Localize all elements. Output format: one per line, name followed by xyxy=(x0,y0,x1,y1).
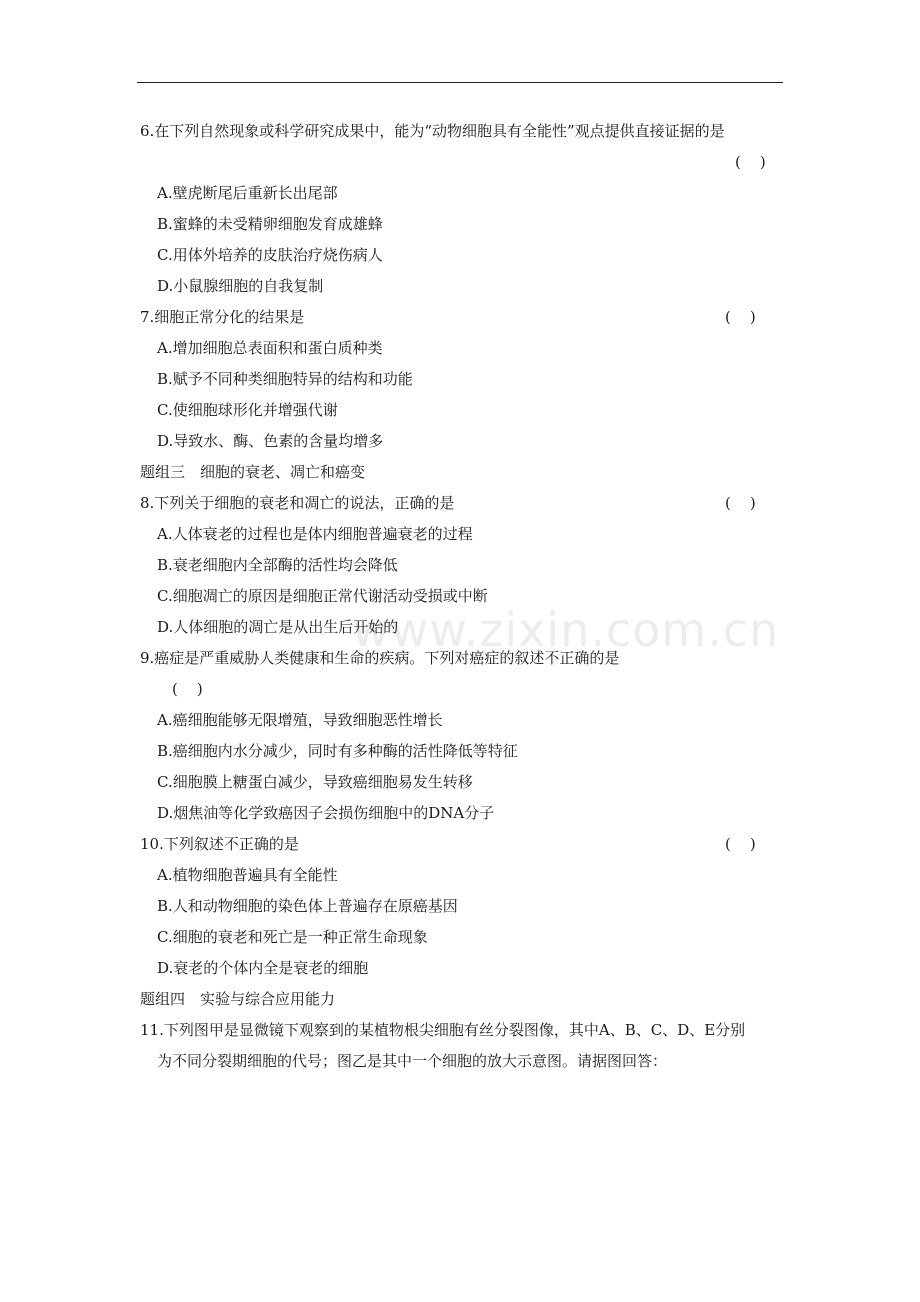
question-6-option-c: C.用体外培养的皮肤治疗烧伤病人 xyxy=(157,246,383,264)
watermark: www.zixin.com.cn xyxy=(352,603,780,657)
question-10-option-c: C.细胞的衰老和死亡是一种正常生命现象 xyxy=(157,928,428,946)
question-6-option-d: D.小鼠腺细胞的自我复制 xyxy=(157,277,324,295)
question-11-stem-line-2: 为不同分裂期细胞的代号；图乙是其中一个细胞的放大示意图。请据图回答： xyxy=(157,1052,668,1070)
question-8-answer-blank: ( ) xyxy=(725,494,756,512)
section-4-heading: 题组四 实验与综合应用能力 xyxy=(140,990,336,1008)
question-9-option-c: C.细胞膜上糖蛋白减少，导致癌细胞易发生转移 xyxy=(157,773,473,791)
question-11-stem-line-1: 11.下列图甲是显微镜下观察到的某植物根尖细胞有丝分裂图像，其中A、B、C、D、E分别 xyxy=(140,1021,746,1039)
question-6-option-a: A.壁虎断尾后重新长出尾部 xyxy=(157,184,338,202)
question-9-option-b: B.癌细胞内水分减少，同时有多种酶的活性降低等特征 xyxy=(157,742,518,760)
question-9-option-d: D.烟焦油等化学致癌因子会损伤细胞中的DNA分子 xyxy=(157,804,495,822)
question-7-option-b: B.赋予不同种类细胞特异的结构和功能 xyxy=(157,370,413,388)
question-10-stem: 10.下列叙述不正确的是 xyxy=(140,835,299,853)
question-7-stem: 7.细胞正常分化的结果是 xyxy=(140,308,305,326)
question-9-answer-blank: ( ) xyxy=(172,680,203,698)
question-7-option-d: D.导致水、酶、色素的含量均增多 xyxy=(157,432,384,450)
header-rule xyxy=(137,82,783,83)
question-10-option-d: D.衰老的个体内全是衰老的细胞 xyxy=(157,959,369,977)
question-7-option-a: A.增加细胞总表面积和蛋白质种类 xyxy=(157,339,383,357)
question-8-option-c: C.细胞凋亡的原因是细胞正常代谢活动受损或中断 xyxy=(157,587,488,605)
question-7-answer-blank: ( ) xyxy=(725,308,756,326)
question-9-stem: 9.癌症是严重威胁人类健康和生命的疾病。下列对癌症的叙述不正确的是 xyxy=(140,649,620,667)
question-7-option-c: C.使细胞球形化并增强代谢 xyxy=(157,401,338,419)
question-8-option-a: A.人体衰老的过程也是体内细胞普遍衰老的过程 xyxy=(157,525,473,543)
question-10-option-b: B.人和动物细胞的染色体上普遍存在原癌基因 xyxy=(157,897,458,915)
section-3-heading: 题组三 细胞的衰老、凋亡和癌变 xyxy=(140,463,366,481)
question-6-stem: 6.在下列自然现象或科学研究成果中，能为“动物细胞具有全能性”观点提供直接证据的是 xyxy=(140,122,725,140)
question-9-option-a: A.癌细胞能够无限增殖，导致细胞恶性增长 xyxy=(157,711,443,729)
question-8-option-d: D.人体细胞的凋亡是从出生后开始的 xyxy=(157,618,399,636)
question-6-answer-blank: ( ) xyxy=(735,153,766,171)
question-8-stem: 8.下列关于细胞的衰老和凋亡的说法，正确的是 xyxy=(140,494,455,512)
question-10-answer-blank: ( ) xyxy=(725,835,756,853)
question-8-option-b: B.衰老细胞内全部酶的活性均会降低 xyxy=(157,556,398,574)
question-10-option-a: A.植物细胞普遍具有全能性 xyxy=(157,866,338,884)
question-6-option-b: B.蜜蜂的未受精卵细胞发育成雄蜂 xyxy=(157,215,383,233)
